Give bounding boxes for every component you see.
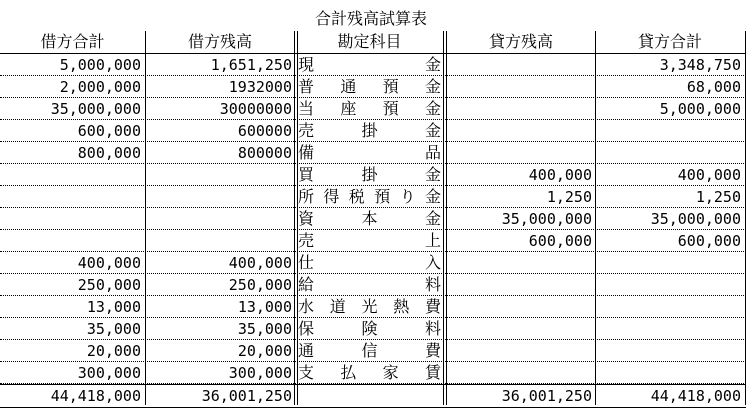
- cell-credit-total: 400,000: [677, 166, 741, 184]
- cell-credit-total: [601, 120, 741, 142]
- cell-credit-total: [601, 252, 741, 274]
- cell-debit-total: [1, 230, 141, 252]
- cell-credit-total: 1,250: [695, 188, 741, 206]
- cell-credit-balance: [452, 54, 592, 76]
- cell-account: 資 本 金: [298, 209, 441, 228]
- cell-debit-balance: [152, 186, 292, 208]
- cell-account: 水 道 光 熱 費: [298, 297, 441, 316]
- cell-debit-balance: [152, 164, 292, 186]
- cell-credit-balance: [452, 362, 592, 384]
- cell-debit-total: 5,000,000: [59, 56, 141, 74]
- cell-debit-total: 300,000: [77, 364, 141, 382]
- cell-debit-total: 800,000: [77, 144, 141, 162]
- cell-debit-total: 400,000: [77, 254, 141, 272]
- cell-debit-balance: 35,000: [237, 320, 292, 338]
- cell-debit-balance: 1932000: [228, 78, 292, 96]
- totals-rule-bottom: [0, 407, 746, 408]
- header-credit-total: 貸方合計: [637, 32, 702, 51]
- cell-credit-total: 35,000,000: [650, 210, 741, 228]
- cell-account: 買 掛 金: [298, 165, 441, 184]
- cell-account: 普 通 預 金: [298, 77, 441, 96]
- divider-4: [595, 31, 596, 405]
- sheet-title: 合計残高試算表: [314, 9, 427, 28]
- cell-debit-total: 250,000: [77, 276, 141, 294]
- cell-debit-total: 35,000,000: [50, 100, 141, 118]
- cell-debit-balance: 1,651,250: [210, 56, 292, 74]
- cell-account: 売 掛 金: [298, 121, 441, 140]
- header-debit-balance: 借方残高: [187, 32, 252, 51]
- divider-2: [294, 31, 298, 405]
- cell-credit-total: [601, 142, 741, 164]
- cell-account: 通 信 費: [298, 341, 441, 360]
- cell-debit-balance: 300,000: [228, 364, 292, 382]
- cell-debit-balance: 250,000: [228, 276, 292, 294]
- cell-credit-total: [601, 362, 741, 384]
- cell-debit-balance: 20,000: [237, 342, 292, 360]
- cell-debit-balance: [152, 208, 292, 230]
- cell-credit-total: 3,348,750: [659, 56, 741, 74]
- divider-1: [145, 31, 146, 405]
- cell-debit-balance: 600000: [237, 122, 292, 140]
- cell-account: 支 払 家 賃: [298, 363, 441, 382]
- total-debit-balance: 36,001,250: [201, 387, 292, 405]
- cell-debit-total: 600,000: [77, 122, 141, 140]
- cell-debit-balance: [152, 230, 292, 252]
- cell-account: 当 座 預 金: [298, 99, 441, 118]
- cell-credit-balance: [452, 252, 592, 274]
- cell-debit-total: 13,000: [86, 298, 141, 316]
- cell-credit-balance: [452, 318, 592, 340]
- cell-credit-balance: 400,000: [528, 166, 592, 184]
- total-credit-total: 44,418,000: [650, 387, 741, 405]
- cell-debit-total: [1, 208, 141, 230]
- cell-credit-total: [601, 296, 741, 318]
- cell-debit-balance: 13,000: [237, 298, 292, 316]
- cell-account: 所 得 税 預 り 金: [298, 187, 441, 206]
- cell-debit-total: 20,000: [86, 342, 141, 360]
- cell-credit-balance: [452, 98, 592, 120]
- cell-account: 給 料: [298, 275, 441, 294]
- header-account: 勘定科目: [337, 32, 402, 51]
- cell-debit-balance: 30000000: [219, 100, 292, 118]
- cell-account: 売 上: [298, 231, 441, 250]
- cell-debit-balance: 400,000: [228, 254, 292, 272]
- cell-credit-total: 600,000: [677, 232, 741, 250]
- cell-debit-total: 35,000: [86, 320, 141, 338]
- cell-credit-balance: [452, 340, 592, 362]
- cell-account: 仕 入: [298, 253, 441, 272]
- cell-debit-total: 2,000,000: [59, 78, 141, 96]
- divider-3: [443, 31, 447, 405]
- cell-credit-balance: [452, 76, 592, 98]
- cell-credit-balance: 1,250: [546, 188, 592, 206]
- total-debit-total: 44,418,000: [50, 387, 141, 405]
- cell-credit-balance: [452, 274, 592, 296]
- cell-credit-balance: 35,000,000: [501, 210, 592, 228]
- cell-credit-total: 68,000: [686, 78, 741, 96]
- cell-account: 保 険 料: [298, 319, 441, 338]
- cell-credit-total: [601, 274, 741, 296]
- cell-credit-total: [601, 340, 741, 362]
- cell-credit-balance: [452, 296, 592, 318]
- header-credit-balance: 貸方残高: [488, 32, 553, 51]
- divider-right: [745, 31, 746, 405]
- cell-credit-total: 5,000,000: [659, 100, 741, 118]
- cell-debit-balance: 800000: [237, 144, 292, 162]
- cell-account: 現 金: [298, 55, 441, 74]
- cell-credit-total: [601, 318, 741, 340]
- cell-debit-total: [1, 186, 141, 208]
- total-credit-balance: 36,001,250: [501, 387, 592, 405]
- cell-debit-total: [1, 164, 141, 186]
- cell-credit-balance: 600,000: [528, 232, 592, 250]
- cell-credit-balance: [452, 142, 592, 164]
- header-debit-total: 借方合計: [40, 32, 105, 51]
- cell-credit-balance: [452, 120, 592, 142]
- cell-account: 備 品: [298, 143, 441, 162]
